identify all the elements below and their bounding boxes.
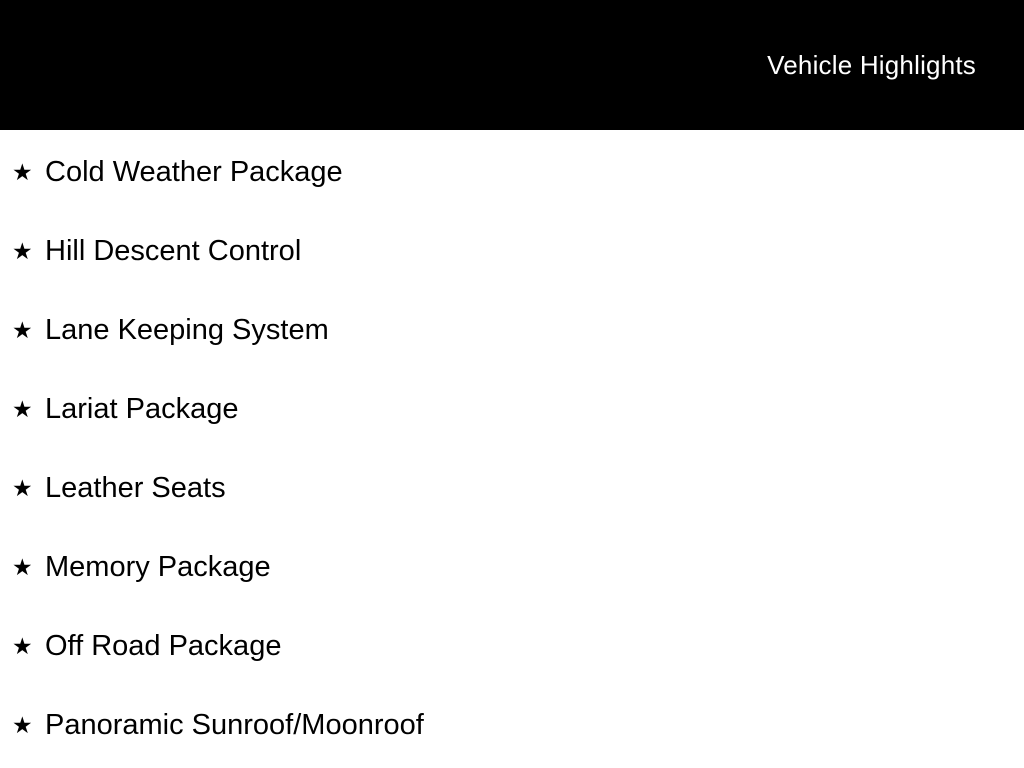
highlights-list [0, 130, 1024, 768]
star-icon: ★ [12, 317, 33, 343]
list-item-label: Hill Descent Control [45, 235, 302, 268]
list-item [0, 133, 1024, 212]
star-icon: ★ [12, 475, 33, 501]
list-item-label: Memory Package [45, 551, 271, 584]
list-item [0, 291, 1024, 370]
star-icon: ★ [12, 633, 33, 659]
list-item [0, 449, 1024, 528]
list-item-label: Cold Weather Package [45, 156, 343, 189]
list-item-label: Lane Keeping System [45, 314, 329, 347]
star-icon: ★ [12, 396, 33, 422]
star-icon: ★ [12, 238, 33, 264]
star-icon: ★ [12, 159, 33, 185]
list-item-label: Leather Seats [45, 472, 226, 505]
list-item [0, 212, 1024, 291]
page-header [0, 0, 1024, 130]
list-item [0, 686, 1024, 765]
page-title: Vehicle Highlights [767, 50, 976, 80]
list-item-label: Lariat Package [45, 393, 239, 426]
star-icon: ★ [12, 554, 33, 580]
star-icon: ★ [12, 712, 33, 738]
list-item-label: Off Road Package [45, 630, 282, 663]
list-item [0, 370, 1024, 449]
list-item-label: Panoramic Sunroof/Moonroof [45, 709, 424, 742]
list-item [0, 528, 1024, 607]
list-item [0, 607, 1024, 686]
